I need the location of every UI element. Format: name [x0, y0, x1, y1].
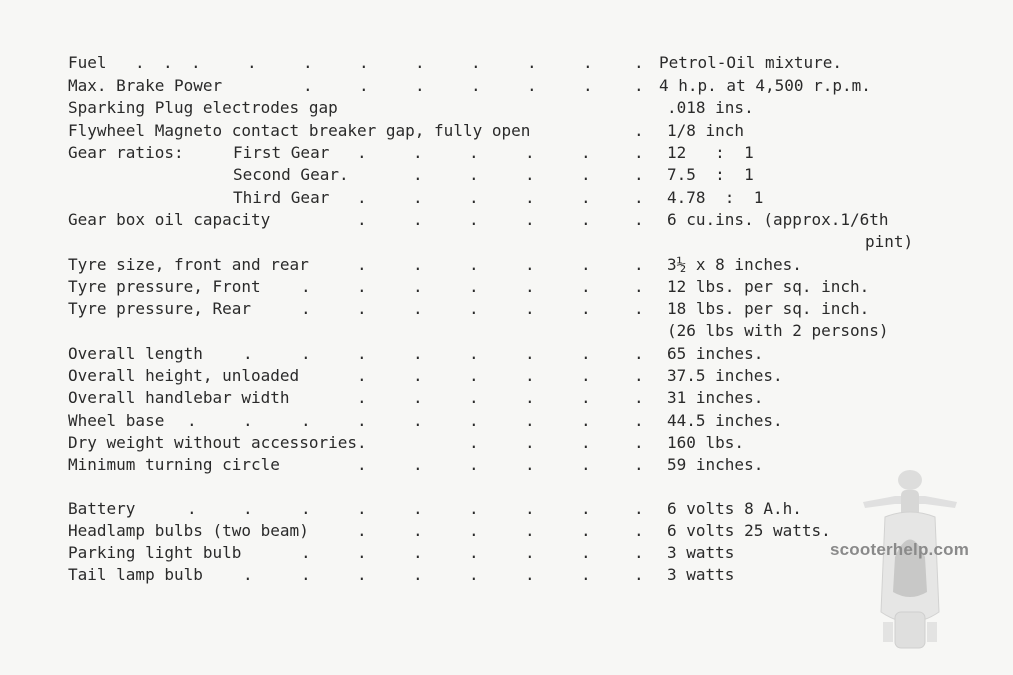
- spec-value: 3½ x 8 inches.: [667, 255, 802, 274]
- leader-dots: . . . . . . .: [303, 76, 644, 95]
- spec-label: Gear box oil capacity: [68, 210, 271, 229]
- spec-value: 1/8 inch: [667, 121, 745, 140]
- spec-value: 44.5 inches.: [667, 411, 783, 430]
- spec-label: Overall length: [68, 344, 203, 363]
- spec-label: Tyre pressure, Rear: [68, 299, 252, 318]
- leader-dots: .: [634, 121, 644, 140]
- spec-row-tyre-rear-cont: [0, 320, 1013, 342]
- spec-row-wheel-base: [0, 410, 1013, 432]
- spec-value: Petrol-Oil mixture.: [659, 53, 843, 72]
- spec-row-plug-gap: [0, 97, 1013, 119]
- spec-value: 3 watts: [667, 543, 735, 562]
- spec-label: Parking light bulb: [68, 543, 242, 562]
- spec-label: Overall height, unloaded: [68, 366, 300, 385]
- spec-row-breaker-gap: [0, 120, 1013, 142]
- spec-row-gear-first: [0, 142, 1013, 164]
- leader-dots: . . . . . . .: [301, 277, 644, 296]
- spec-row-gear-third: [0, 187, 1013, 209]
- spec-value: 4.78 : 1: [667, 188, 764, 207]
- spec-label: Max. Brake Power: [68, 76, 223, 95]
- leader-dots: . . . . . . .: [301, 543, 644, 562]
- leader-dots: . . . . . .: [357, 188, 644, 207]
- spec-value: 160 lbs.: [667, 433, 745, 452]
- scooter-watermark-icon: [855, 462, 965, 662]
- spec-value-continued: pint): [865, 232, 914, 251]
- spec-row-oil-capacity-cont: [0, 231, 1013, 253]
- spec-value: 65 inches.: [667, 344, 764, 363]
- spec-label: Battery: [68, 499, 136, 518]
- spec-label: Sparking Plug electrodes gap: [68, 98, 338, 117]
- leader-dots: . . . . . .: [357, 143, 644, 162]
- spec-row-overall-length: [0, 343, 1013, 365]
- spec-value: 6 volts 25 watts.: [667, 521, 831, 540]
- leader-dots: . . . . . .: [357, 210, 644, 229]
- spec-row-dry-weight: [0, 432, 1013, 454]
- leader-dots: . . . . . .: [357, 255, 644, 274]
- spec-label: Tyre pressure, Front: [68, 277, 261, 296]
- spec-value: 7.5 : 1: [667, 165, 754, 184]
- spec-row-fuel: [0, 52, 1013, 74]
- leader-dots: . . . . . . . . .: [187, 411, 644, 430]
- spec-row-overall-height: [0, 365, 1013, 387]
- spec-sublabel: First Gear: [233, 143, 330, 162]
- spec-value-continued: (26 lbs with 2 persons): [667, 321, 889, 340]
- leader-dots: . . . . . .: [357, 455, 644, 474]
- spec-label: Fuel: [68, 53, 107, 72]
- leader-dots: . . . . . .: [357, 521, 644, 540]
- spec-value: 12 lbs. per sq. inch.: [667, 277, 870, 296]
- spec-value: 18 lbs. per sq. inch.: [667, 299, 870, 318]
- leader-dots: . . . .: [469, 433, 644, 452]
- spec-label: Wheel base: [68, 411, 165, 430]
- spec-value: 59 inches.: [667, 455, 764, 474]
- spec-label: Tail lamp bulb: [68, 565, 203, 584]
- leader-dots: . . . . . . .: [301, 299, 644, 318]
- spec-row-handlebar-width: [0, 387, 1013, 409]
- watermark-text: scooterhelp.com: [830, 540, 970, 559]
- spec-row-gear-second: [0, 164, 1013, 186]
- spec-value: 3 watts: [667, 565, 735, 584]
- spec-label: Dry weight without accessories.: [68, 433, 367, 452]
- spec-value: .018 ins.: [667, 98, 754, 117]
- leader-dots: . . . . . . . .: [243, 344, 644, 363]
- spec-label: Overall handlebar width: [68, 388, 290, 407]
- spec-sublabel: Second Gear.: [233, 165, 349, 184]
- leader-dots: . . . . . .: [357, 366, 644, 385]
- spec-value: 6 cu.ins. (approx.1/6th: [667, 210, 889, 229]
- spec-label: Gear ratios:: [68, 143, 184, 162]
- spec-row-tyre-rear: [0, 298, 1013, 320]
- spec-value: 4 h.p. at 4,500 r.p.m.: [659, 76, 871, 95]
- spec-label: Flywheel Magneto contact breaker gap, fully open: [68, 121, 531, 140]
- leader-dots: . . . . .: [413, 165, 644, 184]
- spec-label: Tyre size, front and rear: [68, 255, 309, 274]
- spec-row-brake-power: [0, 75, 1013, 97]
- spec-value: 31 inches.: [667, 388, 764, 407]
- spec-value: 6 volts 8 A.h.: [667, 499, 802, 518]
- spec-label: Minimum turning circle: [68, 455, 280, 474]
- spec-row-oil-capacity: [0, 209, 1013, 231]
- spec-label: Headlamp bulbs (two beam): [68, 521, 309, 540]
- spec-value: 37.5 inches.: [667, 366, 783, 385]
- spec-value: 12 : 1: [667, 143, 754, 162]
- spec-sublabel: Third Gear: [233, 188, 330, 207]
- leader-dots: . . . . . . . .: [243, 565, 644, 584]
- spec-row-tyre-front: [0, 276, 1013, 298]
- leader-dots: . . . . . .: [357, 388, 644, 407]
- spec-row-tyre-size: [0, 254, 1013, 276]
- leader-dots: . . . . . . . . . . .: [135, 53, 644, 72]
- leader-dots: . . . . . . . . .: [187, 499, 644, 518]
